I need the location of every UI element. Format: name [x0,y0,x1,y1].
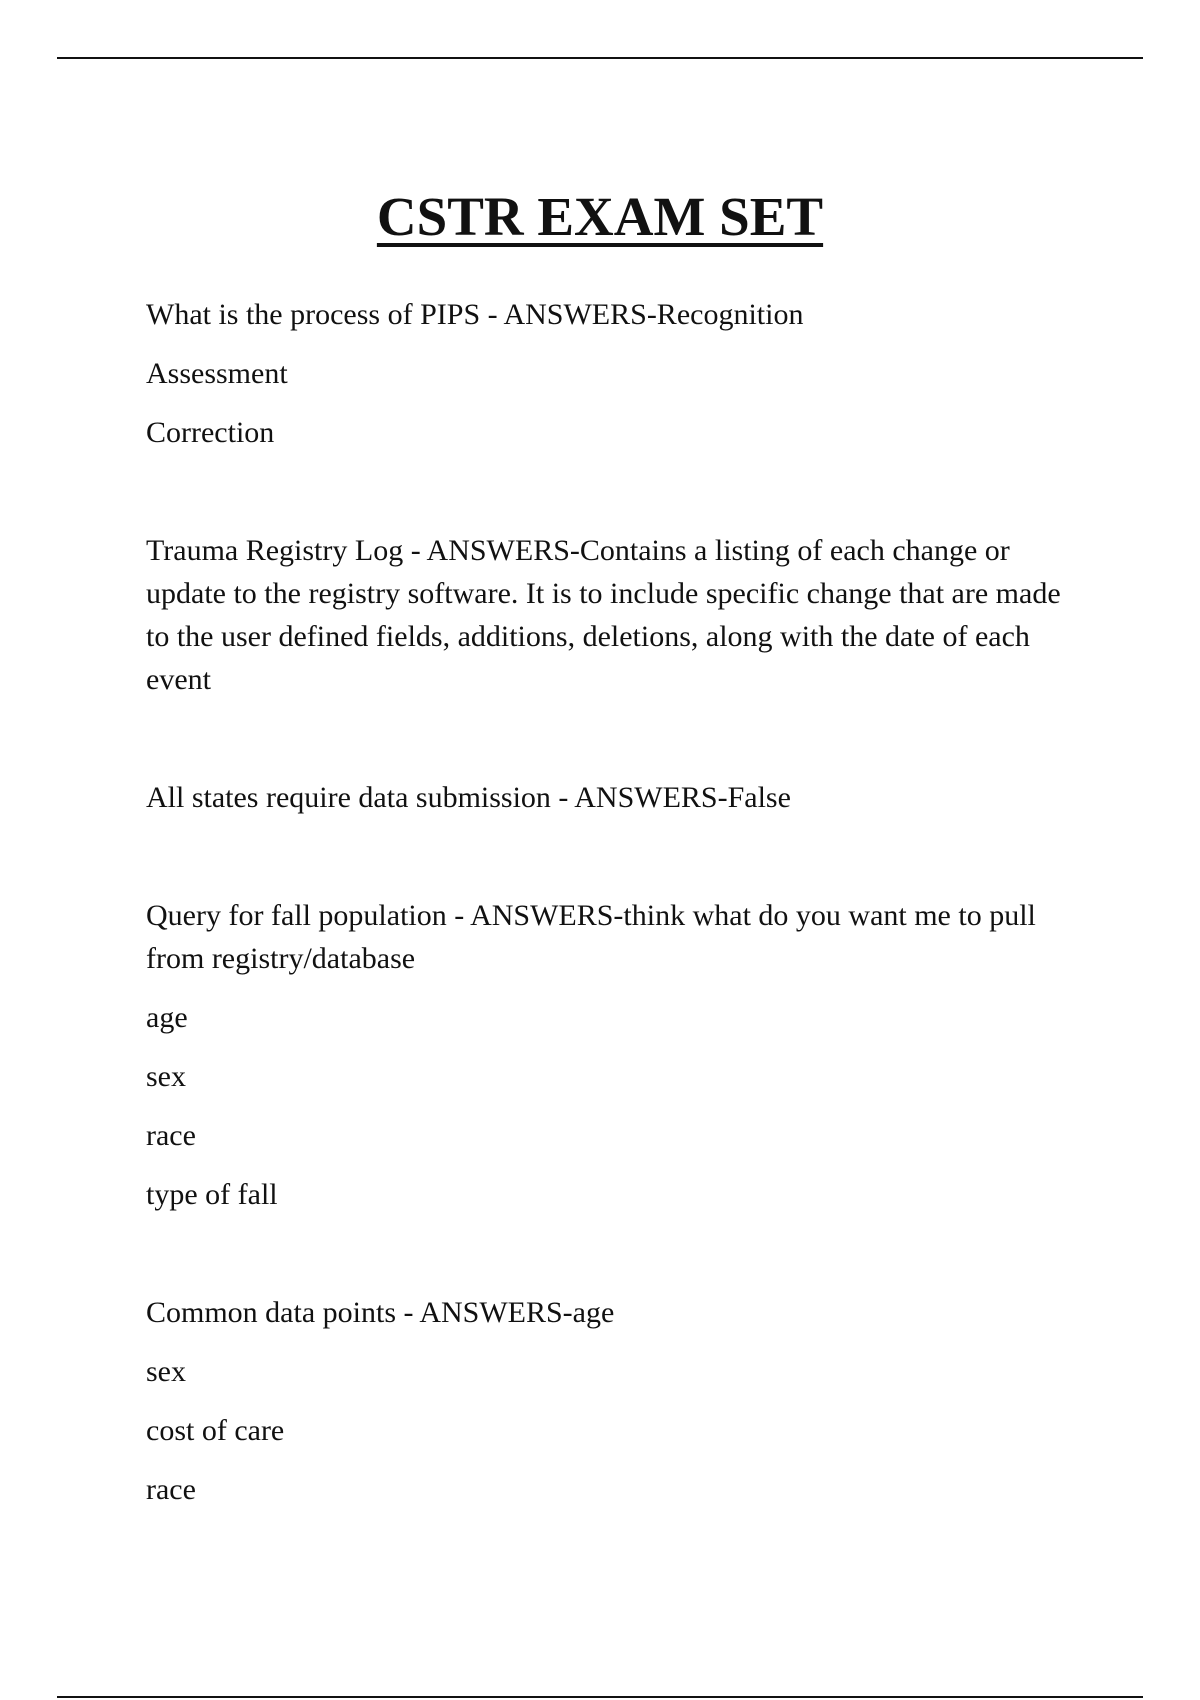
bottom-rule [57,1696,1143,1698]
qa-question: Trauma Registry Log - ANSWERS-Contains a listing of each change or update to the registry software. It is to include specific change that are made to the user defined fields, additions, deletions, along with the date of each event [146,534,1061,696]
qa-item: sex [146,1060,186,1093]
document-title [0,182,1200,252]
qa-item: Assessment [146,357,288,390]
qa-block [146,776,1066,819]
qa-question: Query for fall population - ANSWERS-think what do you want me to pull from registry/database [146,899,1036,975]
top-rule [57,57,1143,59]
qa-block [146,293,1066,454]
qa-block [146,1291,1066,1511]
qa-item: age [146,1001,188,1034]
qa-question: What is the process of PIPS - ANSWERS-Recognition [146,298,804,331]
qa-item: race [146,1119,196,1152]
qa-item: cost of care [146,1414,285,1447]
qa-item: Correction [146,416,275,449]
document-body [146,293,1066,1586]
qa-question: All states require data submission - ANSWERS-False [146,781,791,814]
qa-block [146,894,1066,1216]
qa-item: type of fall [146,1178,278,1211]
document-title-text: CSTR EXAM SET [376,185,824,247]
qa-question: Common data points - ANSWERS-age [146,1296,615,1329]
qa-block [146,529,1066,701]
qa-item: race [146,1473,196,1506]
qa-item: sex [146,1355,186,1388]
